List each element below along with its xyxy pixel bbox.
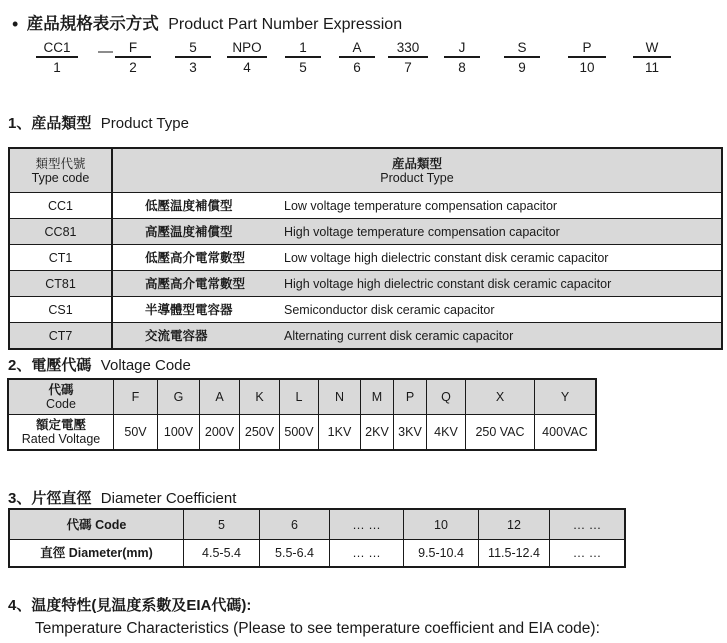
rated-voltage-cell: 50V	[114, 414, 158, 449]
part-segment	[504, 40, 540, 75]
rated-voltage-cell: 250V	[240, 414, 280, 449]
part-index: 3	[189, 60, 197, 75]
section2-heading-english: Voltage Code	[100, 357, 191, 374]
type-code-cell: CT81	[10, 270, 113, 296]
section4-line-english: Temperature Characteristics (Please to see temperature coefficient and EIA code):	[35, 620, 600, 637]
page-title-english: Product Part Number Expression	[168, 16, 403, 33]
type-name-chinese: 高壓高介電常數型	[113, 270, 282, 296]
voltage-code-header-chinese: 代碼	[48, 383, 74, 397]
section3-heading-english: Diameter Coefficient	[100, 490, 237, 507]
type-name-chinese: 高壓温度補償型	[113, 218, 282, 244]
type-name-chinese: 低壓高介電常數型	[113, 244, 282, 270]
voltage-code-table	[7, 378, 597, 451]
section1-heading-english: Product Type	[100, 115, 189, 132]
part-code: S	[504, 40, 540, 58]
page-title	[12, 10, 402, 35]
part-index: 10	[579, 60, 595, 75]
part-code: CC1	[36, 40, 78, 58]
type-code-cell: CC81	[10, 218, 113, 244]
diameter-code-cell: 6	[260, 510, 330, 539]
part-code: NPO	[227, 40, 267, 58]
rated-voltage-cell: 400VAC	[535, 414, 595, 449]
part-index: 8	[458, 60, 466, 75]
type-name-english: High voltage temperature compensation capacitor	[282, 218, 721, 244]
type-code-column-header	[10, 149, 113, 192]
part-segment	[175, 40, 211, 75]
part-segment	[388, 40, 428, 75]
type-name-english: High voltage high dielectric constant disk ceramic capacitor	[282, 270, 721, 296]
part-code: W	[633, 40, 671, 58]
product-type-column-header	[113, 149, 721, 192]
part-index: 4	[243, 60, 251, 75]
type-name-english: Semiconductor disk ceramic capacitor	[282, 296, 721, 322]
diameter-value-cell: 9.5-10.4	[404, 539, 479, 566]
rated-voltage-header-chinese: 額定電壓	[35, 418, 86, 432]
part-segment	[285, 40, 321, 75]
voltage-code-cell: Q	[427, 380, 466, 414]
voltage-code-cell: P	[394, 380, 427, 414]
type-name-english: Low voltage high dielectric constant disk ceramic capacitor	[282, 244, 721, 270]
part-index: 7	[404, 60, 412, 75]
diameter-code-row-header: 代碼 Code	[10, 510, 184, 539]
rated-voltage-row-header	[9, 414, 114, 449]
part-segment	[444, 40, 480, 75]
voltage-code-cell: N	[319, 380, 361, 414]
diameter-value-row-header: 直徑 Diameter(mm)	[10, 539, 184, 566]
diameter-code-cell: … …	[330, 510, 404, 539]
section1-heading-chinese: 1、産品類型	[8, 115, 92, 132]
diameter-value-cell: 5.5-6.4	[260, 539, 330, 566]
rated-voltage-cell: 250 VAC	[466, 414, 535, 449]
type-name-chinese: 半導體型電容器	[113, 296, 282, 322]
page-title-chinese: 産品規格表示方式	[26, 15, 159, 33]
type-name-chinese: 交流電容器	[113, 322, 282, 348]
part-code: 330	[388, 40, 428, 58]
voltage-code-cell: A	[200, 380, 240, 414]
type-name-english: Low voltage temperature compensation capacitor	[282, 192, 721, 218]
part-segment	[227, 40, 267, 75]
rated-voltage-cell: 200V	[200, 414, 240, 449]
type-code-cell: CT1	[10, 244, 113, 270]
part-index: 9	[518, 60, 526, 75]
voltage-code-cell: L	[280, 380, 319, 414]
part-index: 2	[129, 60, 137, 75]
type-name-chinese: 低壓温度補償型	[113, 192, 282, 218]
part-code: 5	[175, 40, 211, 58]
rated-voltage-cell: 4KV	[427, 414, 466, 449]
part-segment	[568, 40, 606, 75]
rated-voltage-cell: 1KV	[319, 414, 361, 449]
part-code: P	[568, 40, 606, 58]
part-segment	[36, 40, 78, 75]
diameter-code-cell: 12	[479, 510, 550, 539]
rated-voltage-cell: 2KV	[361, 414, 394, 449]
part-index: 11	[644, 60, 659, 75]
part-separator-dash: —	[98, 43, 112, 60]
diameter-value-cell: 11.5-12.4	[479, 539, 550, 566]
voltage-code-cell: F	[114, 380, 158, 414]
diameter-code-cell: … …	[550, 510, 624, 539]
product-type-table	[8, 147, 723, 350]
part-segment	[633, 40, 671, 75]
type-code-cell: CT7	[10, 322, 113, 348]
rated-voltage-cell: 100V	[158, 414, 200, 449]
voltage-code-cell: G	[158, 380, 200, 414]
diameter-value-cell: … …	[550, 539, 624, 566]
part-code: A	[339, 40, 375, 58]
section4-heading-chinese: 4、温度特性(見温度系數及EIA代碼):	[8, 597, 252, 614]
section3-heading	[8, 487, 236, 508]
voltage-code-cell: K	[240, 380, 280, 414]
product-type-header-chinese: 産品類型	[391, 156, 442, 171]
part-segment	[339, 40, 375, 75]
part-code: J	[444, 40, 480, 58]
type-code-header-chinese: 類型代號	[35, 156, 86, 171]
type-name-english: Alternating current disk ceramic capacitor	[282, 322, 721, 348]
part-code: F	[115, 40, 151, 58]
diameter-code-cell: 5	[184, 510, 260, 539]
type-code-header-english: Type code	[31, 170, 90, 185]
rated-voltage-cell: 500V	[280, 414, 319, 449]
part-number-diagram	[0, 40, 727, 82]
voltage-code-row-header	[9, 380, 114, 414]
type-code-cell: CS1	[10, 296, 113, 322]
rated-voltage-header-english: Rated Voltage	[21, 432, 101, 446]
voltage-code-cell: M	[361, 380, 394, 414]
diameter-code-cell: 10	[404, 510, 479, 539]
section2-heading-chinese: 2、電壓代碼	[8, 357, 92, 374]
section3-heading-chinese: 3、片徑直徑	[8, 490, 92, 507]
diameter-value-cell: 4.5-5.4	[184, 539, 260, 566]
part-index: 6	[353, 60, 361, 75]
bullet-icon: •	[12, 14, 19, 34]
part-index: 5	[299, 60, 307, 75]
voltage-code-header-english: Code	[46, 397, 76, 411]
voltage-code-cell: X	[466, 380, 535, 414]
diameter-value-cell: … …	[330, 539, 404, 566]
section2-heading	[8, 354, 191, 375]
part-segment	[115, 40, 151, 75]
part-code: 1	[285, 40, 321, 58]
voltage-code-cell: Y	[535, 380, 595, 414]
diameter-table	[8, 508, 626, 568]
rated-voltage-cell: 3KV	[394, 414, 427, 449]
section1-heading	[8, 112, 189, 133]
product-type-header-english: Product Type	[380, 170, 454, 185]
part-index: 1	[53, 60, 61, 75]
type-code-cell: CC1	[10, 192, 113, 218]
